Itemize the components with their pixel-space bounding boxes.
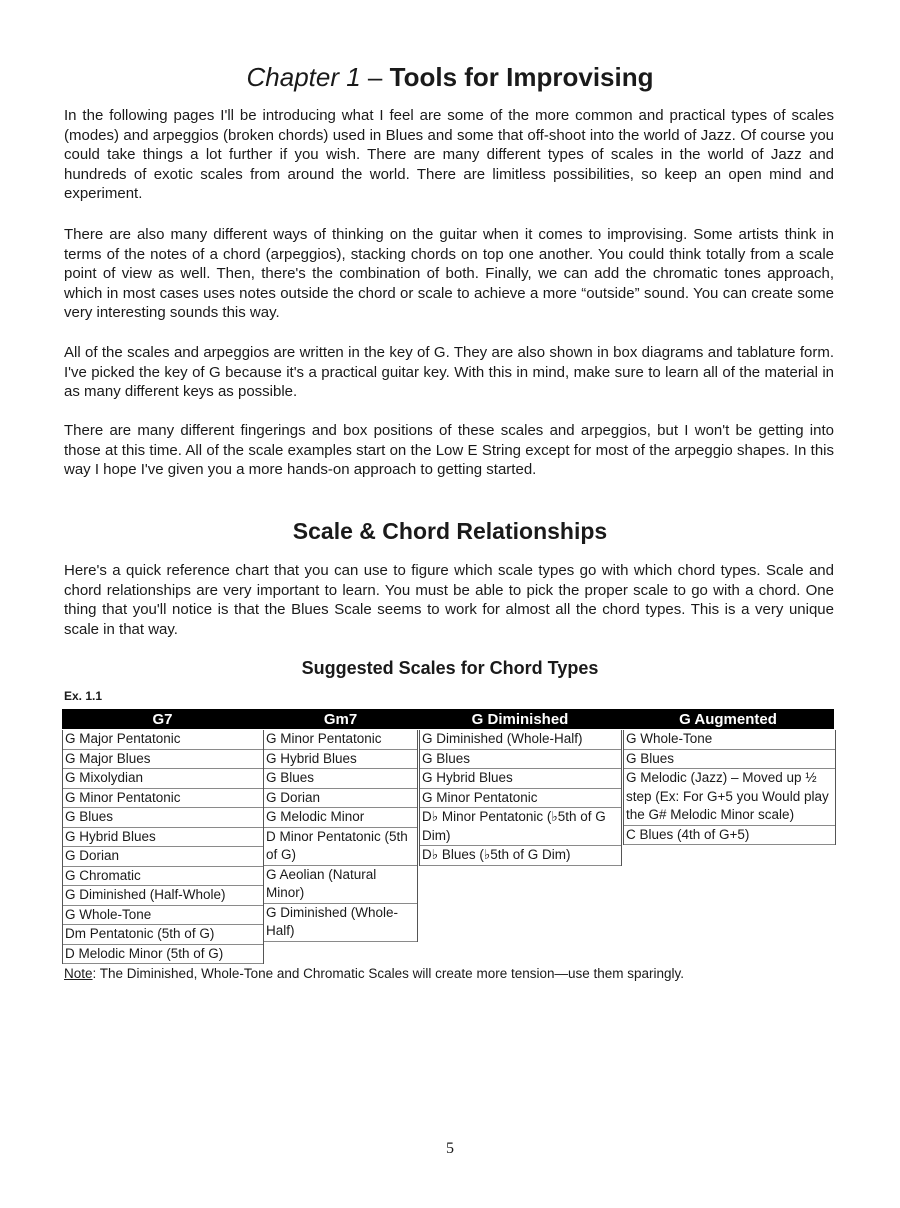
- table-cell: G Blues: [63, 808, 263, 828]
- table-cell: G Minor Pentatonic: [63, 789, 263, 809]
- chapter-title: Tools for Improvising: [389, 62, 654, 92]
- intro-paragraph-3: All of the scales and arpeggios are written in the key of G. They are also shown in box diagrams and tablature form. I've picked the key of G because it's a practical guitar key. With this in mind, make sure to learn all of the material in as many different keys as possible.: [64, 344, 834, 401]
- table-cell: G Minor Pentatonic: [420, 789, 621, 809]
- table-cell: G Dorian: [264, 789, 417, 809]
- table-cell: G Diminished (Whole-Half): [420, 730, 621, 750]
- chapter-label: Chapter 1: [246, 62, 361, 92]
- table-cell: C Blues (4th of G+5): [624, 826, 835, 846]
- section-paragraph: Here's a quick reference chart that you can use to figure which scale types go with which chord types. Scale and chord relationships are very important to learn. You must be able to pick the proper scale to go with a chord. One thing that you'll notice is that the Blues Scale seems to work for almost all the chord types. This is a very unique scale in that way.: [64, 562, 834, 638]
- header-gm7: Gm7: [323, 711, 358, 728]
- table-cell: G Major Blues: [63, 750, 263, 770]
- table-cell: G Major Pentatonic: [63, 730, 263, 750]
- table-cell: D Melodic Minor (5th of G): [63, 945, 263, 965]
- table-cell: G Hybrid Blues: [63, 828, 263, 848]
- column-g-diminished: [419, 730, 622, 866]
- table-cell: G Mixolydian: [63, 769, 263, 789]
- table-cell: G Hybrid Blues: [264, 750, 417, 770]
- chapter-heading: [0, 62, 900, 93]
- table-cell: G Blues: [420, 750, 621, 770]
- table-cell: G Blues: [624, 750, 835, 770]
- table-cell: G Hybrid Blues: [420, 769, 621, 789]
- column-g7: [62, 730, 264, 964]
- table-cell: G Dorian: [63, 847, 263, 867]
- table-cell: G Chromatic: [63, 867, 263, 887]
- page-number: 5: [446, 1140, 454, 1157]
- footnote: [64, 966, 684, 981]
- table-cell: G Whole-Tone: [63, 906, 263, 926]
- table-header: [62, 709, 834, 729]
- table-cell: Dm Pentatonic (5th of G): [63, 925, 263, 945]
- header-g7: G7: [152, 711, 173, 728]
- table-cell: D♭ Blues (♭5th of G Dim): [420, 846, 621, 866]
- table-cell: G Diminished (Half-Whole): [63, 886, 263, 906]
- intro-paragraph-4: There are many different fingerings and box positions of these scales and arpeggios, but I won't be getting into those at this time. All of the scale examples start on the Low E String except for most of the arpeggio shapes. In this way I hope I've given you a more hands-on approach to getting started.: [64, 422, 834, 479]
- note-text: : The Diminished, Whole-Tone and Chromatic Scales will create more tension—use them sparingly.: [92, 966, 685, 981]
- table-cell: G Aeolian (Natural Minor): [264, 866, 417, 904]
- intro-paragraph-1: In the following pages I'll be introducing what I feel are some of the more common and practical types of scales (modes) and arpeggios (broken chords) used in Blues and some that off-shoot into the world of Jazz. Of course you could take things a lot further if you wish. There are many different types of scales in the world of Jazz and hundreds of exotic scales from around the world. There are limitless possibilities, so keep an open mind and experiment.: [64, 107, 834, 203]
- column-gm7: [263, 730, 418, 942]
- header-g-diminished: G Diminished: [471, 711, 569, 728]
- note-label: Note: [64, 966, 93, 981]
- table-cell: D Minor Pentatonic (5th of G): [264, 828, 417, 866]
- intro-paragraph-2: There are also many different ways of thinking on the guitar when it comes to improvising. Some artists think in terms of the notes of a chord (arpeggios), stacking chords on top one another. You could think totally from a scale point of view as well. Then, there's the combination of both. Finally, we can add the chromatic tones approach, which in most cases uses notes outside the chord or scale to achieve a more “outside” sound. You can create some very interesting sounds this way.: [64, 226, 834, 322]
- header-g-augmented: G Augmented: [679, 711, 777, 728]
- table-cell: G Melodic (Jazz) – Moved up ½ step (Ex: For G+5 you Would play the G# Melodic Minor scale): [624, 769, 835, 826]
- chapter-dash: –: [360, 62, 390, 92]
- table-cell: G Minor Pentatonic: [264, 730, 417, 750]
- table-cell: D♭ Minor Pentatonic (♭5th of G Dim): [420, 808, 621, 846]
- section-heading: Scale & Chord Relationships: [292, 518, 608, 544]
- table-cell: G Diminished (Whole-Half): [264, 904, 417, 942]
- column-g-augmented: [623, 730, 836, 845]
- table-cell: G Melodic Minor: [264, 808, 417, 828]
- table-cell: G Blues: [264, 769, 417, 789]
- example-label: Ex. 1.1: [64, 689, 103, 703]
- table-title: Suggested Scales for Chord Types: [301, 658, 599, 678]
- table-cell: G Whole-Tone: [624, 730, 835, 750]
